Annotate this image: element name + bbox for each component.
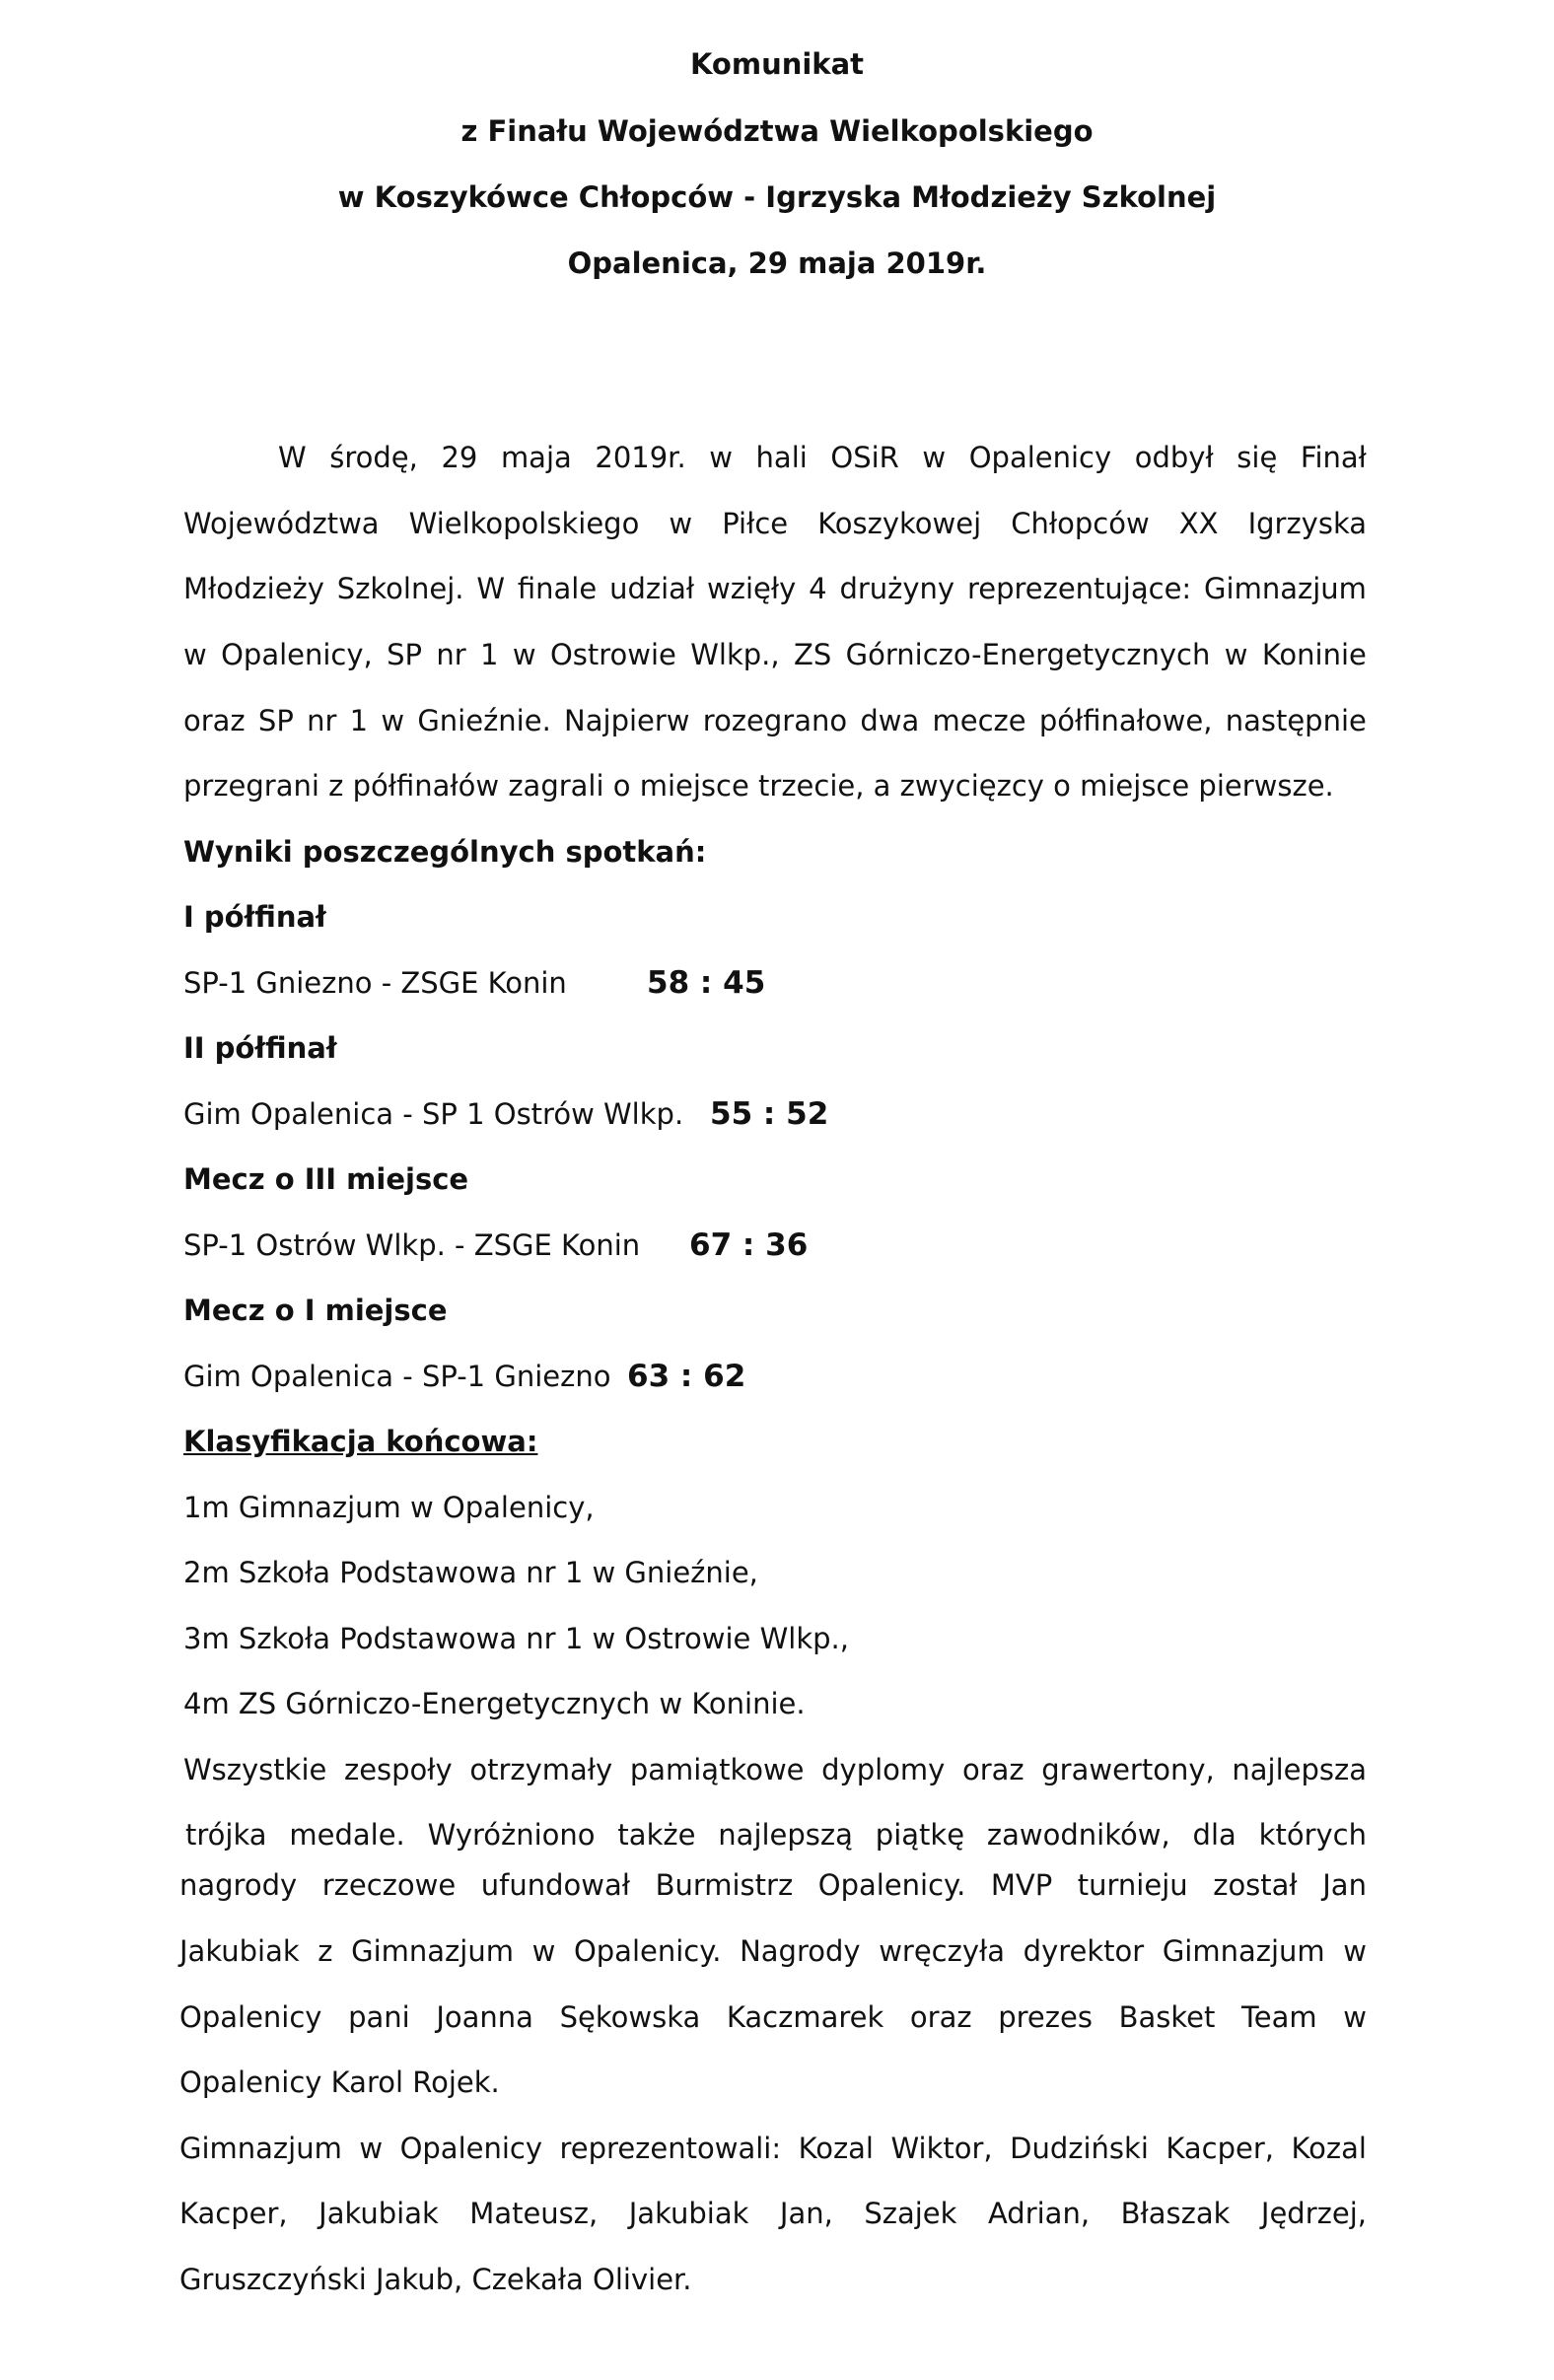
match-3-label: Mecz o III miejsce (183, 1162, 469, 1196)
team-line-3: Gruszczyński Jakub, Czekała Olivier. (179, 2263, 692, 2296)
classification-item-3: 3m Szkoła Podstawowa nr 1 w Ostrowie Wlkp., (183, 1622, 849, 1655)
intro-line-6: przegrani z półfinałów zagrali o miejsce trzecie, a zwycięzcy o miejsce pierwsze. (183, 769, 1334, 803)
awards-line-3: nagrody rzeczowe ufundował Burmistrz Opalenicy. MVP turnieju został Jan (179, 1868, 1367, 1902)
match-2-score: 55 : 52 (710, 1096, 829, 1132)
results-heading: Wyniki poszczególnych spotkań: (183, 835, 707, 869)
match-4-teams: Gim Opalenica - SP-1 Gniezno (183, 1360, 611, 1393)
intro-line-3: Młodzieży Szkolnej. W finale udział wzięły 4 drużyny reprezentujące: Gimnazjum (183, 572, 1367, 605)
team-line-2: Kacper, Jakubiak Mateusz, Jakubiak Jan, Szajek Adrian, Błaszak Jędrzej, (179, 2197, 1367, 2230)
awards-line-1: Wszystkie zespoły otrzymały pamiątkowe dyplomy oraz grawertony, najlepsza (183, 1753, 1367, 1786)
match-1-teams: SP-1 Gniezno - ZSGE Konin (183, 966, 567, 1000)
intro-line-2: Województwa Wielkopolskiego w Piłce Koszykowej Chłopców XX Igrzyska (183, 507, 1367, 540)
classification-item-2: 2m Szkoła Podstawowa nr 1 w Gnieźnie, (183, 1556, 758, 1589)
document-subtitle-discipline: w Koszykówce Chłopców - Igrzyska Młodzieży Szkolnej (337, 180, 1217, 214)
awards-line-2: trójka medale. Wyróżniono także najlepszą piątkę zawodników, dla których (185, 1818, 1367, 1852)
match-4-score: 63 : 62 (627, 1359, 746, 1394)
match-2-label: II półfinał (183, 1031, 337, 1065)
team-line-1: Gimnazjum w Opalenicy reprezentowali: Kozal Wiktor, Dudziński Kacper, Kozal (179, 2132, 1367, 2165)
document-subtitle-event: z Finału Województwa Wielkopolskiego (460, 114, 1094, 148)
awards-line-5: Opalenicy pani Joanna Sękowska Kaczmarek oraz prezes Basket Team w (179, 2000, 1367, 2034)
classification-heading: Klasyfikacja końcowa: (183, 1425, 538, 1458)
match-2-teams: Gim Opalenica - SP 1 Ostrów Wlkp. (183, 1097, 684, 1131)
intro-line-4: w Opalenicy, SP nr 1 w Ostrowie Wlkp., ZS Górniczo-Energetycznych w Koninie (183, 638, 1367, 671)
match-1-score: 58 : 45 (647, 965, 766, 1001)
document-title: Komunikat (689, 47, 865, 81)
match-1-label: I półfinał (183, 900, 326, 934)
classification-item-1: 1m Gimnazjum w Opalenicy, (183, 1491, 595, 1524)
match-3-score: 67 : 36 (689, 1227, 809, 1263)
intro-line-5: oraz SP nr 1 w Gnieźnie. Najpierw rozegrano dwa mecze półfinałowe, następnie (183, 704, 1367, 737)
intro-line-1: W środę, 29 maja 2019r. w hali OSiR w Opalenicy odbył się Finał (278, 441, 1367, 474)
classification-item-4: 4m ZS Górniczo-Energetycznych w Koninie. (183, 1687, 806, 1720)
awards-line-6: Opalenicy Karol Rojek. (179, 2065, 500, 2099)
match-3-teams: SP-1 Ostrów Wlkp. - ZSGE Konin (183, 1228, 641, 1262)
awards-line-4: Jakubiak z Gimnazjum w Opalenicy. Nagrody wręczyła dyrektor Gimnazjum w (179, 1934, 1367, 1968)
match-4-label: Mecz o I miejsce (183, 1294, 448, 1327)
document-subtitle-place-date: Opalenica, 29 maja 2019r. (567, 246, 987, 280)
